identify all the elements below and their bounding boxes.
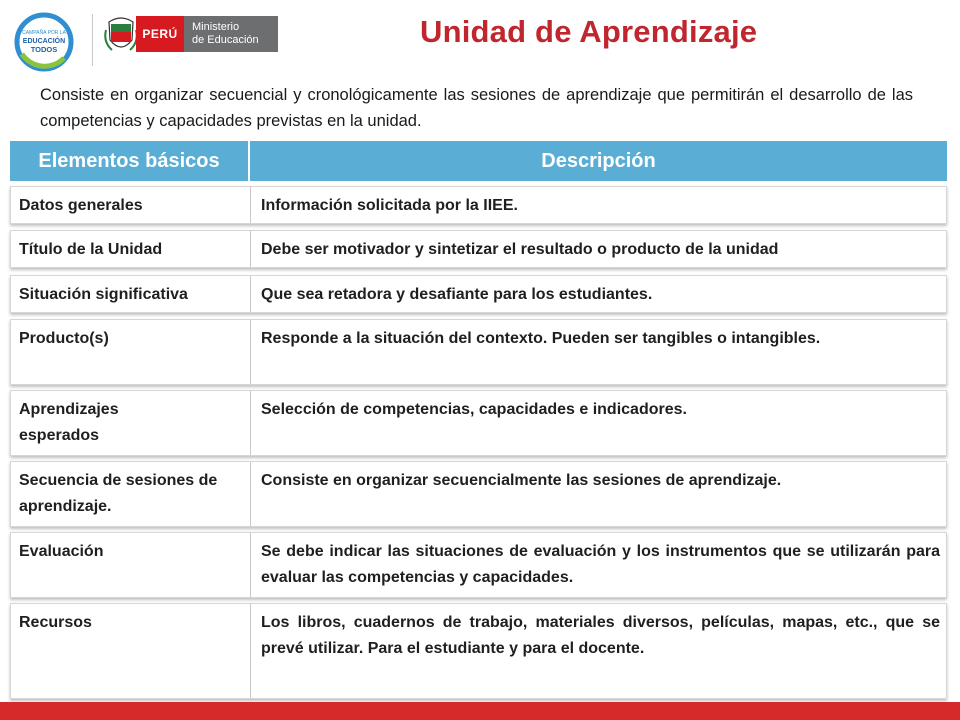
ministry-label: Ministerio de Educación xyxy=(184,16,278,52)
ministry-logo xyxy=(136,16,278,52)
table-row xyxy=(10,275,947,313)
description-cell: Se debe indicar las situaciones de evaluación y los instrumentos que se utilizarán para evaluar las competencias y capacidades. xyxy=(261,543,940,586)
table-row xyxy=(10,230,947,268)
table-row xyxy=(10,532,947,598)
table-row xyxy=(10,186,947,224)
table-row xyxy=(10,390,947,456)
svg-text:TODOS: TODOS xyxy=(30,45,58,54)
page-title: Unidad de Aprendizaje xyxy=(420,14,758,49)
column-header-description: Descripción xyxy=(250,141,947,181)
table-row xyxy=(10,319,947,385)
element-cell: Datos generales xyxy=(19,197,143,214)
table-row xyxy=(10,461,947,527)
svg-text:EDUCACIÓN: EDUCACIÓN xyxy=(22,38,66,45)
element-cell: Aprendizajes esperados xyxy=(19,401,119,444)
description-cell: Que sea retadora y desafiante para los estudiantes. xyxy=(261,286,653,303)
campaign-logo xyxy=(14,12,74,72)
peru-label: PERÚ xyxy=(136,16,184,52)
logo-divider xyxy=(92,14,93,66)
intro-paragraph: Consiste en organizar secuencial y cronológicamente las sesiones de aprendizaje que permitirán el desarrollo de las competencias y capacidades previstas en la unidad. xyxy=(40,86,913,130)
description-cell: Responde a la situación del contexto. Pueden ser tangibles o intangibles. xyxy=(261,330,821,347)
column-header-elements: Elementos básicos xyxy=(10,141,248,181)
peru-shield-icon xyxy=(104,12,138,58)
svg-text:CAMPAÑA POR LA: CAMPAÑA POR LA xyxy=(22,30,66,36)
element-cell: Evaluación xyxy=(19,543,104,560)
element-cell: Situación significativa xyxy=(19,286,188,303)
footer-bar xyxy=(0,702,960,720)
element-cell: Título de la Unidad xyxy=(19,241,163,258)
element-cell: Secuencia de sesiones de aprendizaje. xyxy=(19,472,218,515)
description-cell: Consiste en organizar secuencialmente las sesiones de aprendizaje. xyxy=(261,472,782,489)
description-cell: Información solicitada por la IIEE. xyxy=(261,197,518,214)
element-cell: Recursos xyxy=(19,614,92,631)
description-cell: Los libros, cuadernos de trabajo, materiales diversos, películas, mapas, etc., que se prevé utilizar. Para el estudiante y para el docente. xyxy=(261,614,940,657)
description-cell: Selección de competencias, capacidades e indicadores. xyxy=(261,401,687,418)
description-cell: Debe ser motivador y sintetizar el resultado o producto de la unidad xyxy=(261,241,779,258)
element-cell: Producto(s) xyxy=(19,330,109,347)
table-row xyxy=(10,603,947,699)
